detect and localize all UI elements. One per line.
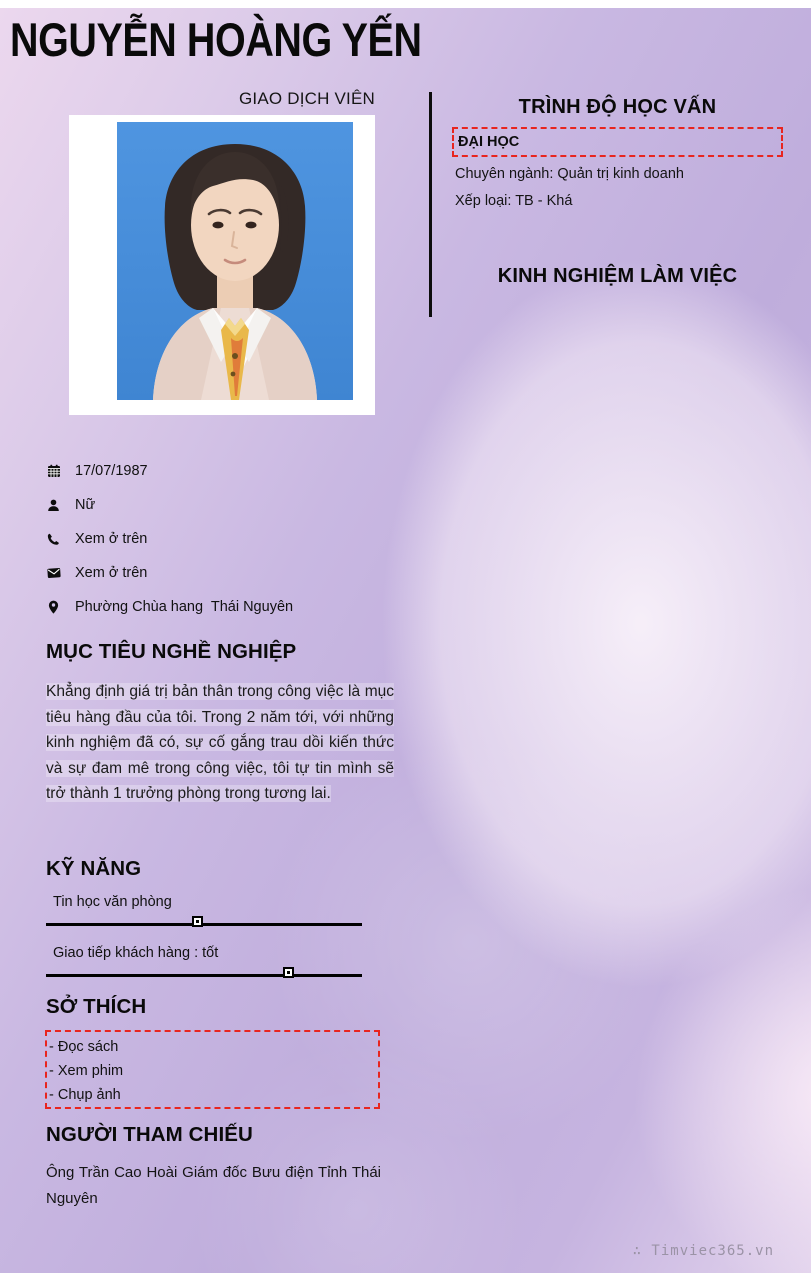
education-heading: TRÌNH ĐỘ HỌC VẤN xyxy=(518,96,717,118)
education-grade: Xếp loại: TB - Khá xyxy=(455,193,573,209)
contact-row-phone xyxy=(46,522,386,556)
email-value: Xem ở trên xyxy=(75,565,148,581)
top-margin-strip xyxy=(0,0,811,8)
birthdate-value: 17/07/1987 xyxy=(75,463,148,479)
skill-slider-track xyxy=(46,923,362,926)
skill-slider xyxy=(46,917,362,932)
hobby-item: - Chụp ảnh xyxy=(49,1087,121,1103)
hobby-item: - Đọc sách xyxy=(49,1039,119,1055)
reference-text: Ông Trần Cao Hoài Giám đốc Bưu điện Tỉnh Thái Nguyên xyxy=(46,1164,381,1207)
email-icon xyxy=(46,566,61,581)
skill-slider-track xyxy=(46,974,362,977)
gender-value: Nữ xyxy=(75,497,96,513)
references-heading: NGƯỜI THAM CHIẾU xyxy=(46,1123,253,1146)
contact-list xyxy=(46,454,386,624)
objective-text-content: Khẳng định giá trị bản thân trong công việc là mục tiêu hàng đầu của tôi. Trong 2 năm tới, với những kinh nghiệm đã có, sự cố gắng trau dồi kiến thức và sự đam mê trong công việc, tôi tự tin mình sẽ trở thành 1 trưởng phòng trong tương lai. xyxy=(46,683,394,803)
skills-list xyxy=(46,894,368,996)
skill-slider xyxy=(46,968,362,983)
skill-slider-handle[interactable] xyxy=(194,918,201,925)
column-divider-line xyxy=(429,92,432,317)
skill-label: Tin học văn phòng xyxy=(53,894,172,910)
candidate-name: NGUYỄN HOÀNG YẾN xyxy=(10,13,422,66)
hobbies-heading: SỞ THÍCH xyxy=(46,995,147,1018)
education-major: Chuyên ngành: Quản trị kinh doanh xyxy=(455,166,684,182)
education-degree-field[interactable] xyxy=(452,127,783,157)
experience-heading: KINH NGHIỆM LÀM VIỆC xyxy=(497,265,738,287)
contact-row-birthdate xyxy=(46,454,386,488)
hobby-item: - Xem phim xyxy=(49,1063,124,1079)
contact-row-address xyxy=(46,590,386,624)
watermark-timviec365: ∴ Timviec365.vn xyxy=(632,1243,774,1259)
skill-item-office xyxy=(46,894,368,932)
job-title: GIAO DỊCH VIÊN xyxy=(239,89,375,108)
education-degree: ĐẠI HỌC xyxy=(458,134,520,150)
objective-text xyxy=(46,679,394,807)
contact-row-email xyxy=(46,556,386,590)
skill-label: Giao tiếp khách hàng : tốt xyxy=(53,945,219,961)
objective-heading: MỤC TIÊU NGHỀ NGHIỆP xyxy=(46,640,297,663)
location-icon xyxy=(46,600,61,615)
calendar-icon xyxy=(46,464,61,479)
contact-row-gender xyxy=(46,488,386,522)
profile-photo xyxy=(117,122,353,400)
skill-item-communication xyxy=(46,945,368,983)
phone-value: Xem ở trên xyxy=(75,531,148,547)
skills-heading: KỸ NĂNG xyxy=(46,857,142,880)
profile-photo-frame xyxy=(69,115,375,415)
person-icon xyxy=(46,498,61,513)
address-value: Phường Chùa hang Thái Nguyên xyxy=(75,599,294,615)
phone-icon xyxy=(46,532,61,547)
skill-slider-handle[interactable] xyxy=(285,969,292,976)
hobbies-field[interactable] xyxy=(45,1030,380,1109)
